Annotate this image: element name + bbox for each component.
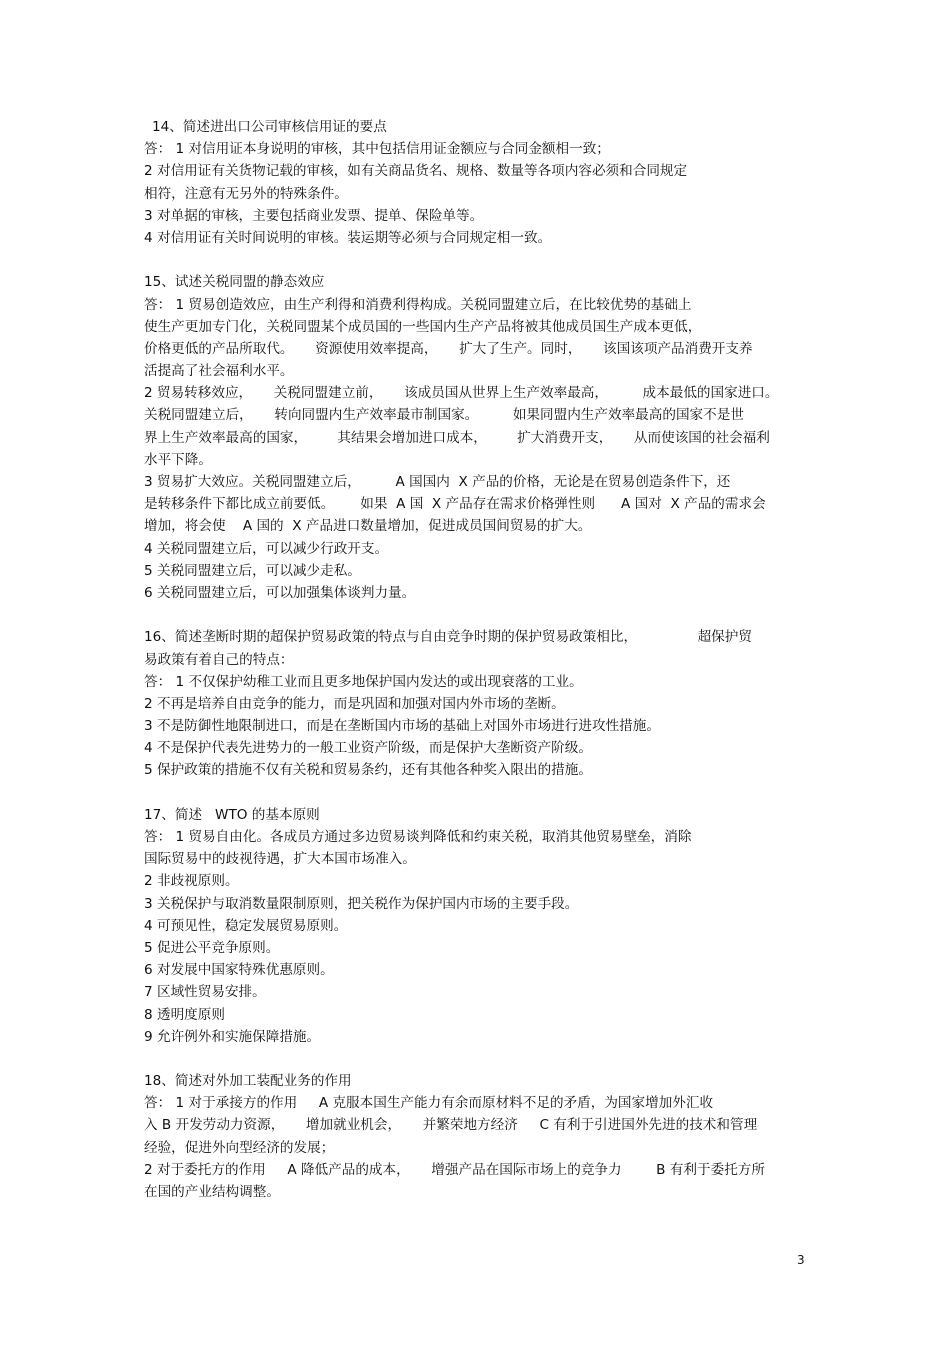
blank-line — [144, 249, 804, 271]
answer-line: 国际贸易中的歧视待遇，扩大本国市场准入。 — [144, 851, 416, 868]
answer-line: 水平下降。 — [144, 451, 212, 468]
answer-line: 是转移条件下都比成立前要低。 如果 A 国 X 产品存在需求价格弹性则 A 国对 X 产品的需求会 — [144, 496, 766, 513]
answer-line: 使生产更加专门化，关税同盟某个成员国的一些国内生产产品将被其他成员国生产成本更低， — [144, 318, 702, 335]
answer-line: 2 不再是培养自由竞争的能力，而是巩固和加强对国内外市场的垄断。 — [144, 695, 565, 712]
answer-line: 关税同盟建立后， 转向同盟内生产效率最市制国家。 如果同盟内生产效率最高的国家不是世 — [144, 407, 744, 424]
answer-line: 2 非歧视原则。 — [144, 873, 239, 890]
answer-line: 2 贸易转移效应， 关税同盟建立前， 该成员国从世界上生产效率最高， 成本最低的国家进口。 — [144, 385, 779, 402]
answer-line: 4 对信用证有关时间说明的审核。装运期等必须与合同规定相一致。 — [144, 229, 552, 246]
answer-line: 2 对信用证有关货物记载的审核，如有关商品货名、规格、数量等各项内容必须和合同规定 — [144, 163, 688, 180]
answer-line: 答： 1 对于承接方的作用 A 克服本国生产能力有余而原材料不足的矛盾，为国家增加外汇收 — [144, 1095, 714, 1112]
answer-line: 答： 1 贸易创造效应，由生产利得和消费利得构成。关税同盟建立后，在比较优势的基础上 — [144, 296, 692, 313]
answer-line: 5 保护政策的措施不仅有关税和贸易条约，还有其他各种奖入限出的措施。 — [144, 762, 592, 779]
answer-line: 3 贸易扩大效应。关税同盟建立后， A 国国内 X 产品的价格，无论是在贸易创造条件下，还 — [144, 474, 731, 490]
page-number: 3 — [797, 1253, 805, 1267]
answer-line: 2 对于委托方的作用 A 降低产品的成本， 增强产品在国际市场上的竞争力 B 有利于委托方所 — [144, 1161, 765, 1178]
answer-line: 5 促进公平竞争原则。 — [144, 939, 280, 956]
document-body — [144, 116, 804, 1203]
question-14-heading: 14、简述进出口公司审核信用证的要点 — [152, 119, 387, 135]
question-15-heading: 15、试述关税同盟的静态效应 — [144, 274, 325, 291]
answer-line: 5 关税同盟建立后，可以减少走私。 — [144, 562, 361, 579]
answer-line: 答： 1 贸易自由化。各成员方通过多边贸易谈判降低和约束关税，取消其他贸易壁垒，消除 — [144, 829, 692, 845]
answer-line: 价格更低的产品所取代。 资源使用效率提高， 扩大了生产。同时， 该国该项产品消费开支养 — [144, 340, 753, 357]
answer-line: 经验，促进外向型经济的发展； — [144, 1139, 335, 1156]
answer-line: 6 对发展中国家特殊优惠原则。 — [144, 962, 334, 979]
answer-line: 8 透明度原则 — [144, 1006, 225, 1023]
answer-line: 4 关税同盟建立后，可以减少行政开支。 — [144, 540, 389, 557]
question-17-heading: 17、简述 WTO 的基本原则 — [144, 806, 320, 823]
answer-line: 在国的产业结构调整。 — [144, 1184, 280, 1200]
answer-line: 相符，注意有无另外的特殊条件。 — [144, 185, 348, 202]
answer-line: 3 不是防御性地限制进口，而是在垄断国内市场的基础上对国外市场进行进攻性措施。 — [144, 718, 660, 735]
answer-line: 界上生产效率最高的国家， 其结果会增加进口成本， 扩大消费开支， 从而使该国的社会福利 — [144, 429, 770, 446]
answer-line: 3 对单据的审核，主要包括商业发票、提单、保险单等。 — [144, 207, 484, 224]
answer-line: 4 不是保护代表先进势力的一般工业资产阶级，而是保护大垄断资产阶级。 — [144, 740, 592, 757]
blank-line — [144, 604, 804, 626]
answer-line: 答： 1 对信用证本身说明的审核，其中包括信用证金额应与合同金额相一致； — [144, 141, 610, 158]
answer-line: 3 关税保护与取消数量限制原则，把关税作为保护国内市场的主要手段。 — [144, 895, 579, 912]
answer-line: 增加，将会使 A 国的 X 产品进口数量增加，促进成员国间贸易的扩大。 — [144, 518, 592, 535]
answer-line: 6 关税同盟建立后，可以加强集体谈判力量。 — [144, 584, 416, 601]
answer-line: 易政策有着自己的特点： — [144, 651, 294, 668]
blank-line — [144, 782, 804, 804]
question-16-heading: 16、简述垄断时期的超保护贸易政策的特点与自由竞争时期的保护贸易政策相比， 超保护贸 — [144, 629, 752, 646]
blank-line — [144, 1048, 804, 1070]
answer-line: 7 区域性贸易安排。 — [144, 984, 266, 1001]
answer-line: 活提高了社会福利水平。 — [144, 363, 294, 380]
answer-line: 入 B 开发劳动力资源， 增加就业机会， 并繁荣地方经济 C 有利于引进国外先进的技术和管理 — [144, 1117, 758, 1134]
question-18-heading: 18、简述对外加工装配业务的作用 — [144, 1073, 352, 1090]
answer-line: 4 可预见性，稳定发展贸易原则。 — [144, 917, 348, 934]
answer-line: 9 允许例外和实施保障措施。 — [144, 1028, 321, 1045]
answer-line: 答： 1 不仅保护幼稚工业而且更多地保护国内发达的或出现衰落的工业。 — [144, 673, 583, 690]
